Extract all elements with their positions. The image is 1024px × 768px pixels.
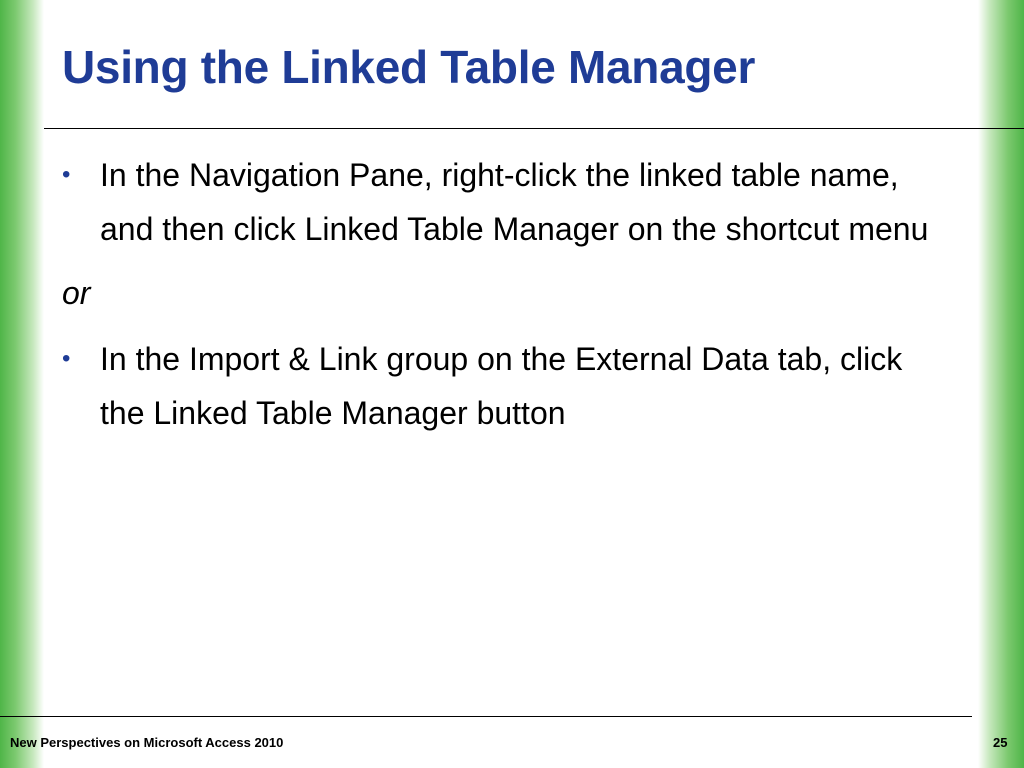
slide-content <box>62 148 942 440</box>
bullet-item <box>62 148 942 256</box>
or-separator: or <box>62 275 91 311</box>
bullet-item <box>62 332 942 440</box>
left-green-band <box>0 0 44 768</box>
bullet-icon: • <box>62 345 71 372</box>
slide-title: Using the Linked Table Manager <box>62 41 756 93</box>
bullet-text: In the Import & Link group on the External Data tab, click the Linked Table Manager button <box>100 341 903 431</box>
bullet-text: In the Navigation Pane, right-click the linked table name, and then click Linked Table Manager on the shortcut menu <box>100 157 929 247</box>
footer-divider <box>0 716 972 717</box>
right-green-band <box>978 0 1024 768</box>
page-number: 25 <box>993 735 1008 750</box>
footer-text: New Perspectives on Microsoft Access 2010 <box>10 735 284 750</box>
title-divider <box>44 128 1024 129</box>
bullet-icon: • <box>62 161 71 188</box>
